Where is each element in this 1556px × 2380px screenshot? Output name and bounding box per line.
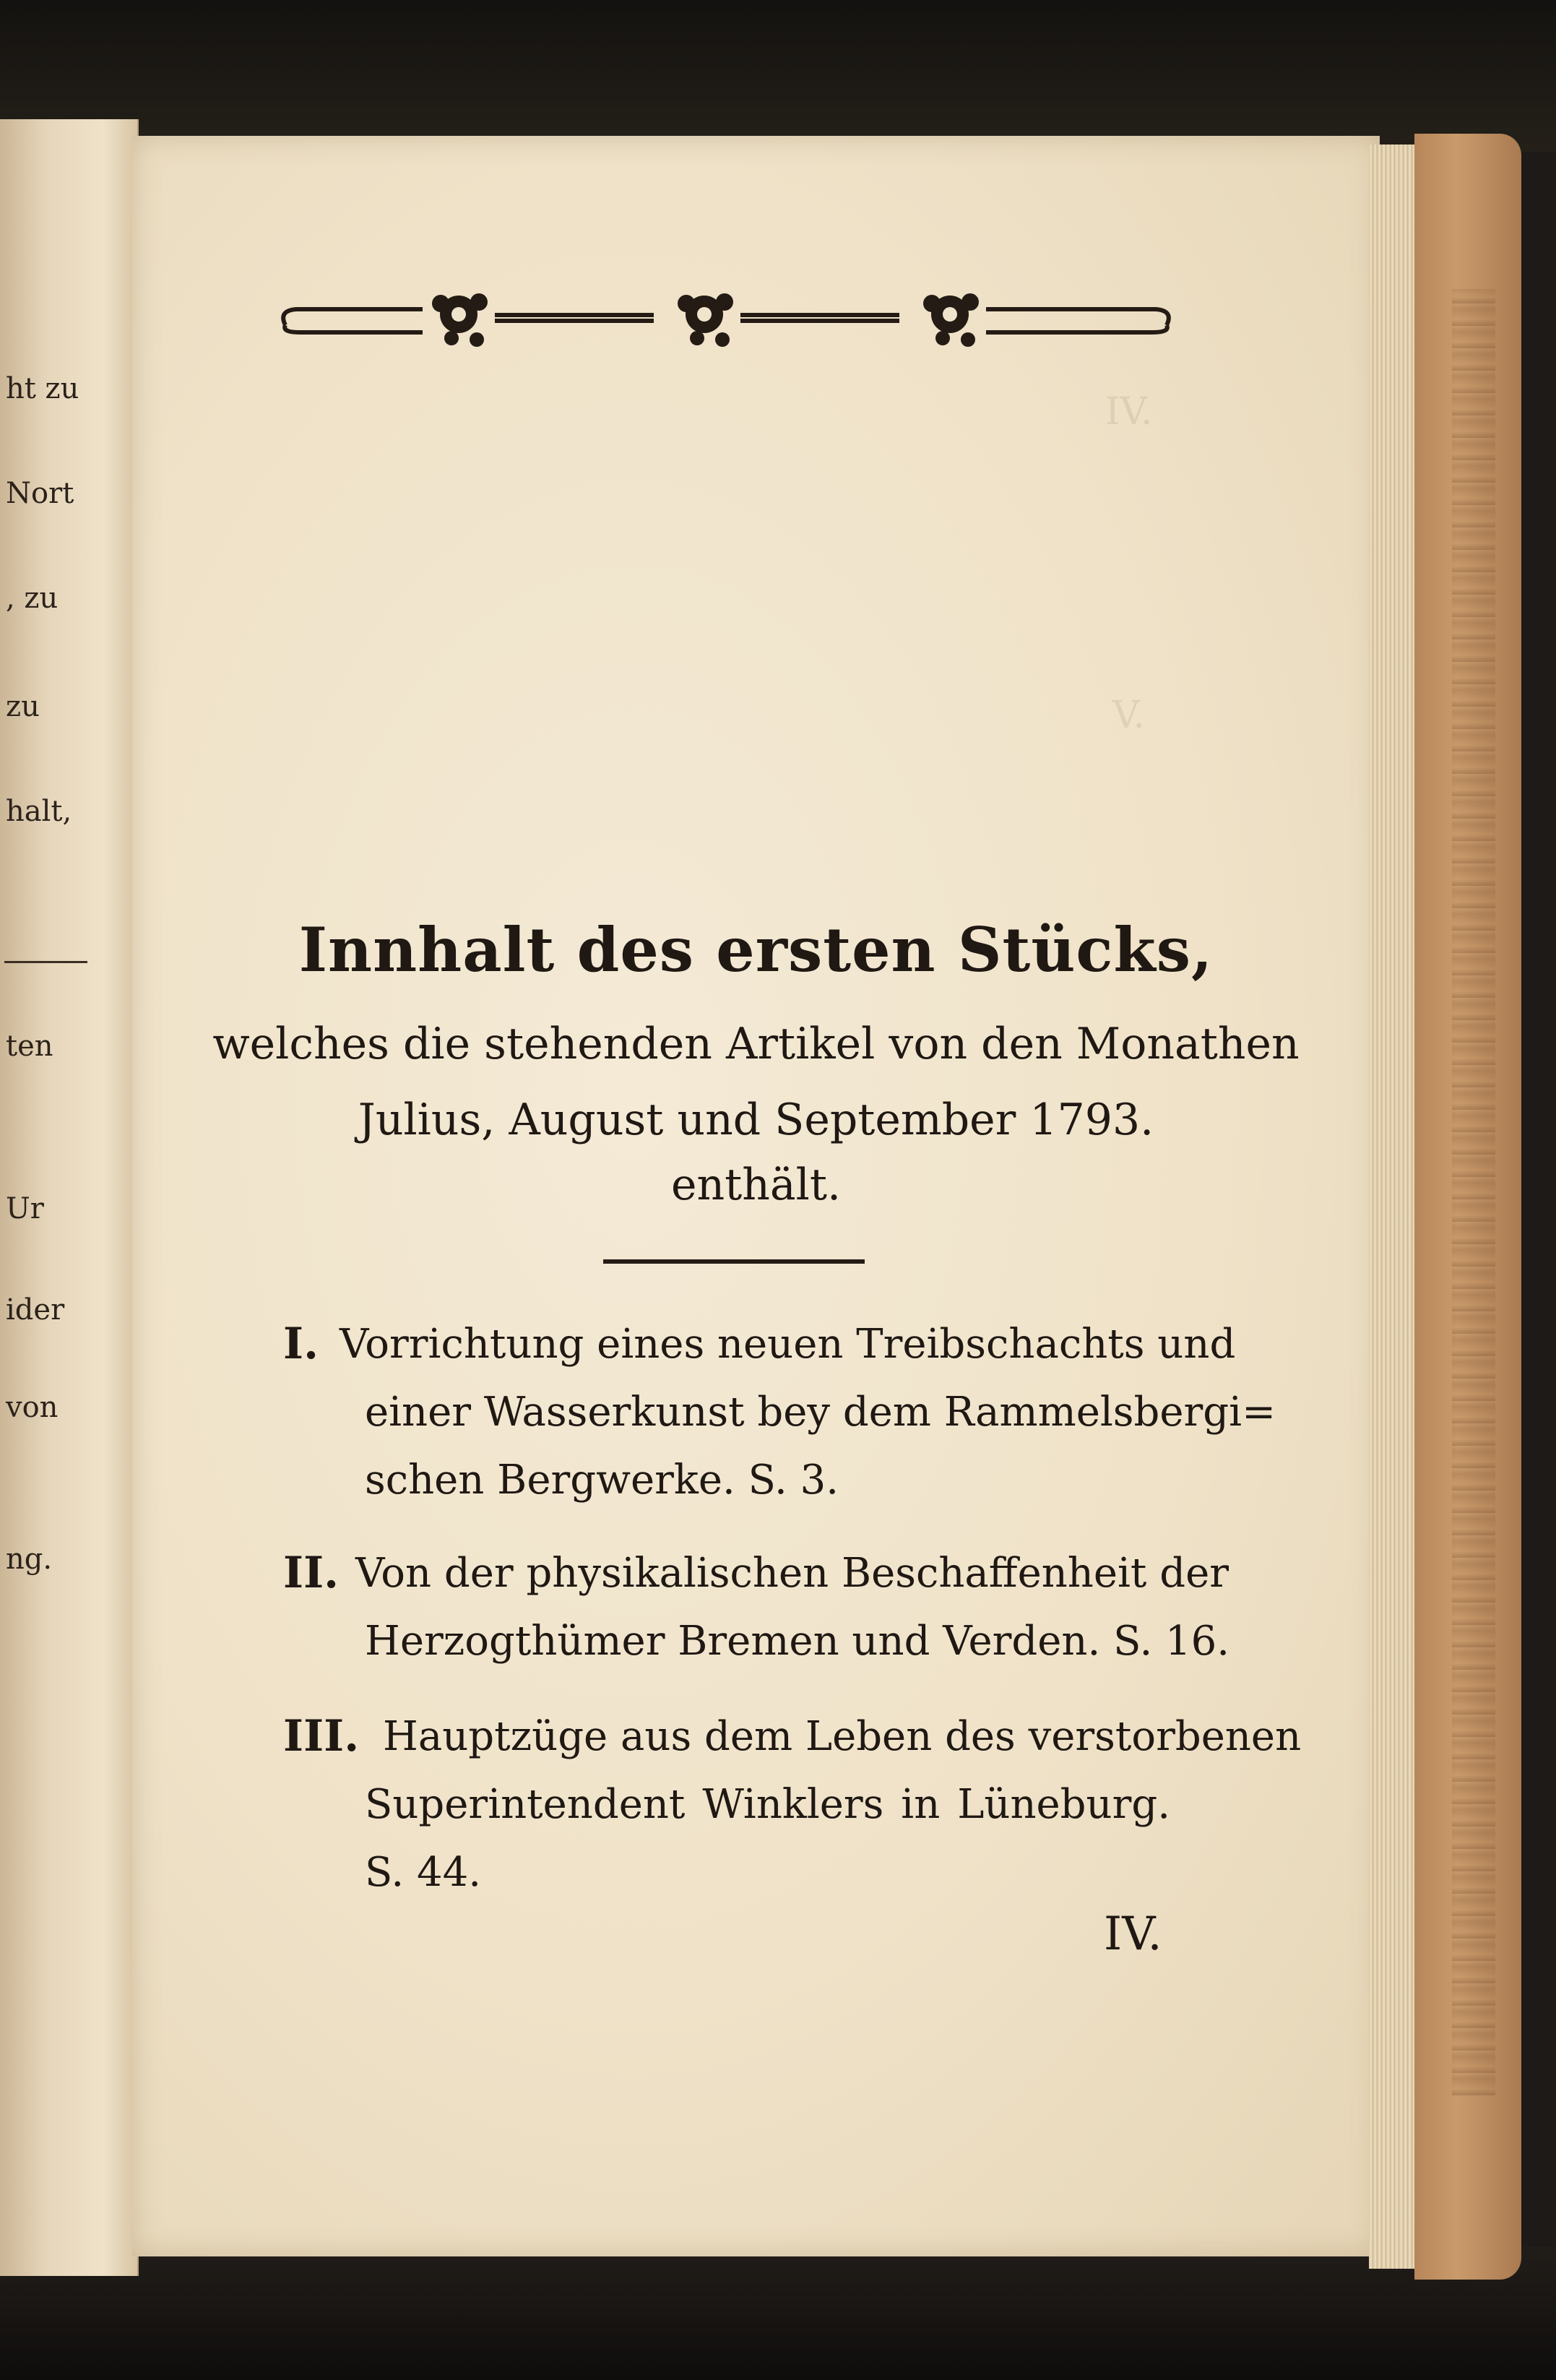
floral-ornament: [278, 275, 1174, 365]
entry-number: II.: [283, 1548, 340, 1598]
contents-subtitle: Julius, August und September 1793.: [358, 1095, 1154, 1145]
left-fragment: von: [6, 1391, 59, 1424]
contents-subtitle: enthält.: [670, 1160, 842, 1210]
contents-title: Innhalt des ersten Stücks,: [298, 914, 1214, 986]
entry-line: Hauptzüge aus dem Leben des verstorbenen: [383, 1713, 1302, 1760]
previous-page-edge: [0, 119, 139, 2276]
left-fragment: Nort: [6, 477, 74, 510]
left-fragment: ng.: [6, 1543, 53, 1576]
contents-subtitle: welches die stehenden Artikel von den Monathen: [212, 1019, 1300, 1069]
catchword: IV.: [1104, 1907, 1162, 1961]
left-fragment: , zu: [6, 582, 59, 615]
entry-line: schen Bergwerke. S. 3.: [365, 1457, 839, 1504]
entry-number: III.: [283, 1711, 360, 1762]
divider-rule: [603, 1259, 865, 1264]
entry-line: Herzogthümer Bremen und Verden. S. 16.: [365, 1618, 1230, 1665]
cover-texture: [1452, 289, 1495, 2095]
left-fragment: ht zu: [6, 372, 79, 405]
entry-line: einer Wasserkunst bey dem Rammelsbergi=: [365, 1389, 1276, 1436]
background-top: [0, 0, 1556, 152]
entry-number: I.: [283, 1319, 319, 1369]
entry-line: Vorrichtung eines neuen Treibschachts und: [340, 1321, 1236, 1368]
entry-line: Von der physikalischen Beschaffenheit der: [355, 1550, 1229, 1597]
left-fragment: halt,: [6, 795, 72, 828]
show-through: IV.: [1105, 390, 1153, 434]
background-bottom: [0, 2247, 1556, 2380]
left-rule: [4, 961, 87, 963]
left-fragment: Ur: [6, 1192, 44, 1225]
left-fragment: ten: [6, 1030, 53, 1063]
entry-line: S. 44.: [365, 1849, 482, 1896]
left-fragment: zu: [6, 690, 40, 723]
left-fragment: ider: [6, 1293, 65, 1327]
show-through: V.: [1112, 694, 1145, 737]
entry-line: Superintendent Winklers in Lüneburg.: [365, 1781, 1170, 1828]
